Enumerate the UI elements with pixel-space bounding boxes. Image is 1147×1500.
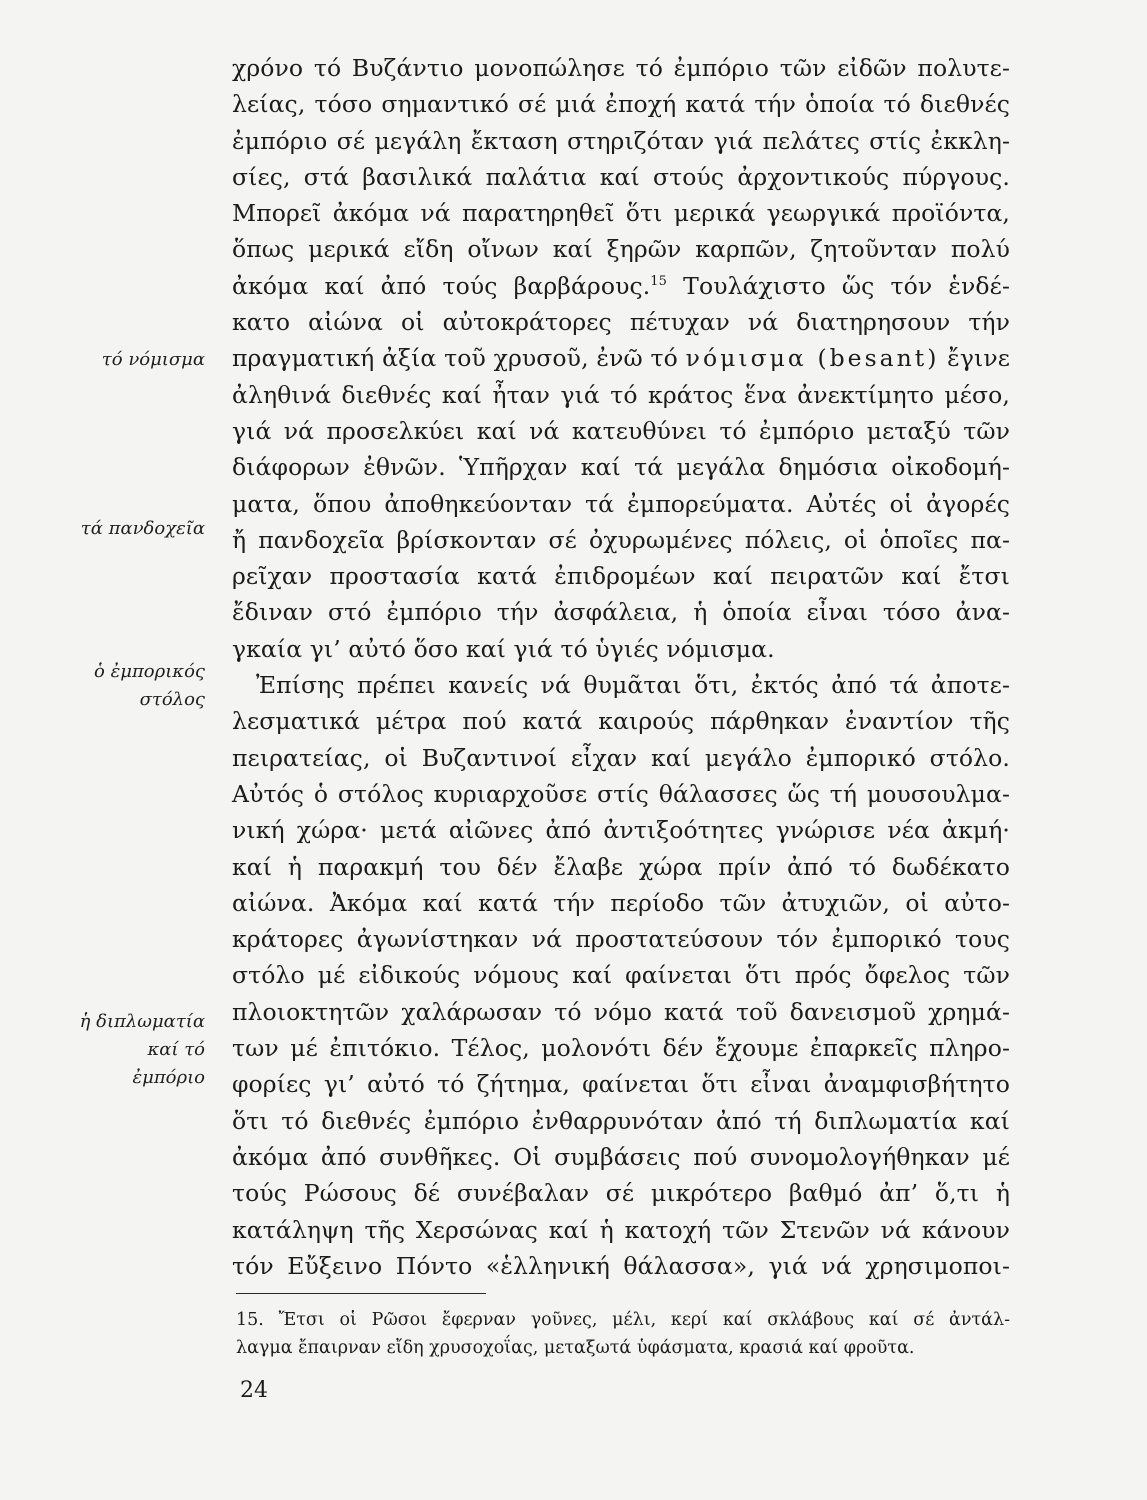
text-line: ὅτι τό διεθνές ἐμπόριο ἐνθαρρυνόταν ἀπό τή διπλωματία καί	[232, 1106, 1010, 1135]
text-line: πειρατείας, οἱ Βυζαντινοί εἶχαν καί μεγάλο ἐμπορικό στόλο.	[232, 743, 1010, 772]
text-line	[232, 340, 1010, 376]
text-line: τόν Εὔξεινο Πόντο «ἑλληνική θάλασσα», γιά νά χρησιμοποι-	[232, 1251, 1010, 1280]
body-text	[232, 50, 1010, 1284]
text-line: Αὐτός ὁ στόλος κυριαρχοῦσε στίς θάλασσες ὥς τή μουσουλμα-	[232, 779, 1010, 808]
margin-note-pandocheia	[25, 515, 205, 543]
text-segment: ἔγινε	[939, 344, 1010, 373]
margin-note-nomisma	[25, 346, 205, 374]
text-line: γκαία γι’ αὐτό ὅσο καί γιά τό ὑγιές νόμισμα.	[232, 634, 775, 663]
text-line: γιά νά προσελκύει καί νά κατευθύνει τό ἐμπόριο μεταξύ τῶν	[232, 416, 1010, 445]
paragraph-start-line: Ἐπίσης πρέπει κανείς νά θυμᾶται ὅτι, ἐκτός ἀπό τά ἀποτε-	[256, 671, 1010, 700]
text-line: πλοιοκτητῶν χαλάρωσαν τό νόμο κατά τοῦ δανεισμοῦ χρημά-	[232, 997, 1010, 1026]
text-line: ὅπως μερικά εἴδη οἴνων καί ξηρῶν καρπῶν, ζητοῦνταν πολύ	[232, 235, 1010, 264]
text-line: ἤ πανδοχεῖα βρίσκονταν σέ ὀχυρωμένες πόλεις, οἱ ὁποῖες πα-	[232, 525, 1010, 554]
margin-note-line: τό νόμισμα	[101, 349, 205, 370]
margin-note-line: στόλος	[139, 689, 205, 710]
text-line: ρεῖχαν προστασία κατά ἐπιδρομέων καί πειρατῶν καί ἔτσι	[232, 562, 1010, 591]
text-line: κράτορες ἀγωνίστηκαν νά προστατεύσουν τόν ἐμπορικό τους	[232, 925, 1010, 954]
text-line: ματα, ὅπου ἀποθηκεύονταν τά ἐμπορεύματα. Αὐτές οἱ ἀγορές	[232, 489, 1010, 518]
text-segment: πραγματική ἀξία τοῦ χρυσοῦ, ἐνῶ τό	[232, 344, 686, 373]
margin-note-line: ὁ ἐμπορικός	[94, 661, 205, 682]
text-line: νική χώρα· μετά αἰῶνες ἀπό ἀντιξοότητες γνώρισε νέα ἀκμή·	[232, 816, 1010, 845]
margin-note-fleet	[25, 658, 205, 714]
footnote-line: 15. Ἔτσι οἱ Ρῶσοι ἔφερναν γοῦνες, μέλι, κερί καί σκλάβους καί σέ ἀντάλ-	[236, 1310, 1010, 1330]
page-number: 24	[240, 1378, 268, 1403]
margin-note-diplomacy	[25, 1008, 205, 1092]
emphasized-term: νόμισμα (besant)	[685, 344, 940, 373]
text-line: λείας, τόσο σημαντικό σέ μιά ἐποχή κατά τήν ὁποία τό διεθνές	[232, 90, 1010, 119]
footnote-line: λαγμα ἔπαιρναν εἴδη χρυσοχοΐας, μεταξωτά ὑφάσματα, κρασιά καί φροῦτα.	[236, 1338, 915, 1358]
text-line: σίες, στά βασιλικά παλάτια καί στούς ἀρχοντικούς πύργους.	[232, 162, 1010, 191]
text-line: Μπορεῖ ἀκόμα νά παρατηρηθεῖ ὅτι μερικά γεωργικά προϊόντα,	[232, 199, 1010, 228]
text-line: ἀκόμα ἀπό συνθῆκες. Οἱ συμβάσεις πού συνομολογήθηκαν μέ	[232, 1142, 1010, 1171]
text-line: ἔδιναν στό ἐμπόριο τήν ἀσφάλεια, ἡ ὁποία εἶναι τόσο ἀνα-	[232, 598, 1010, 627]
footnote-reference: 15	[650, 273, 668, 289]
margin-note-line: καί τό	[147, 1039, 205, 1060]
text-segment: Τουλάχιστο ὥς τόν ἑνδέ-	[667, 271, 1010, 300]
text-line: στόλο μέ εἰδικούς νόμους καί φαίνεται ὅτι πρός ὄφελος τῶν	[232, 961, 1010, 990]
footnote-divider	[236, 1293, 486, 1294]
text-line: φορίες γι’ αὐτό τό ζήτημα, φαίνεται ὅτι εἶναι ἀναμφισβήτητο	[232, 1070, 1010, 1099]
text-line: των μέ ἐπιτόκιο. Τέλος, μολονότι δέν ἔχουμε ἐπαρκεῖς πληρο-	[232, 1034, 1010, 1063]
margin-note-line: ἐμπόριο	[132, 1067, 205, 1088]
text-line: ἀληθινά διεθνές καί ἦταν γιά τό κράτος ἕνα ἀνεκτίμητο μέσο,	[232, 380, 1010, 409]
text-line: χρόνο τό Βυζάντιο μονοπώλησε τό ἐμπόριο τῶν εἰδῶν πολυτε-	[232, 54, 1010, 82]
text-line: κατο αἰώνα οἱ αὐτοκράτορες πέτυχαν νά διατηρησουν τήν	[232, 308, 1010, 337]
text-line	[232, 268, 1010, 304]
text-line: διάφορων ἐθνῶν. Ὑπῆρχαν καί τά μεγάλα δημόσια οἰκοδομή-	[232, 453, 1010, 482]
text-line: ἐμπόριο σέ μεγάλη ἔκταση στηριζόταν γιά πελάτες στίς ἐκκλη-	[232, 126, 1010, 155]
text-line: καί ἡ παρακμή του δέν ἔλαβε χώρα πρίν ἀπό τό δωδέκατο	[232, 852, 1010, 881]
margin-note-line: ἡ διπλωματία	[79, 1011, 205, 1032]
text-segment: ἀκόμα καί ἀπό τούς βαρβάρους.	[232, 271, 651, 300]
footnote	[236, 1306, 1010, 1362]
text-line: αἰώνα. Ἀκόμα καί κατά τήν περίοδο τῶν ἀτυχιῶν, οἱ αὐτο-	[232, 888, 1010, 917]
text-line: κατάληψη τῆς Χερσώνας καί ἡ κατοχή τῶν Στενῶν νά κάνουν	[232, 1215, 1010, 1244]
margin-note-line: τά πανδοχεῖα	[80, 518, 205, 539]
text-line: λεσματικά μέτρα πού κατά καιρούς πάρθηκαν ἐναντίον τῆς	[232, 707, 1010, 736]
text-line: τούς Ρώσους δέ συνέβαλαν σέ μικρότερο βαθμό ἀπ’ ὅ,τι ἡ	[232, 1179, 1010, 1208]
